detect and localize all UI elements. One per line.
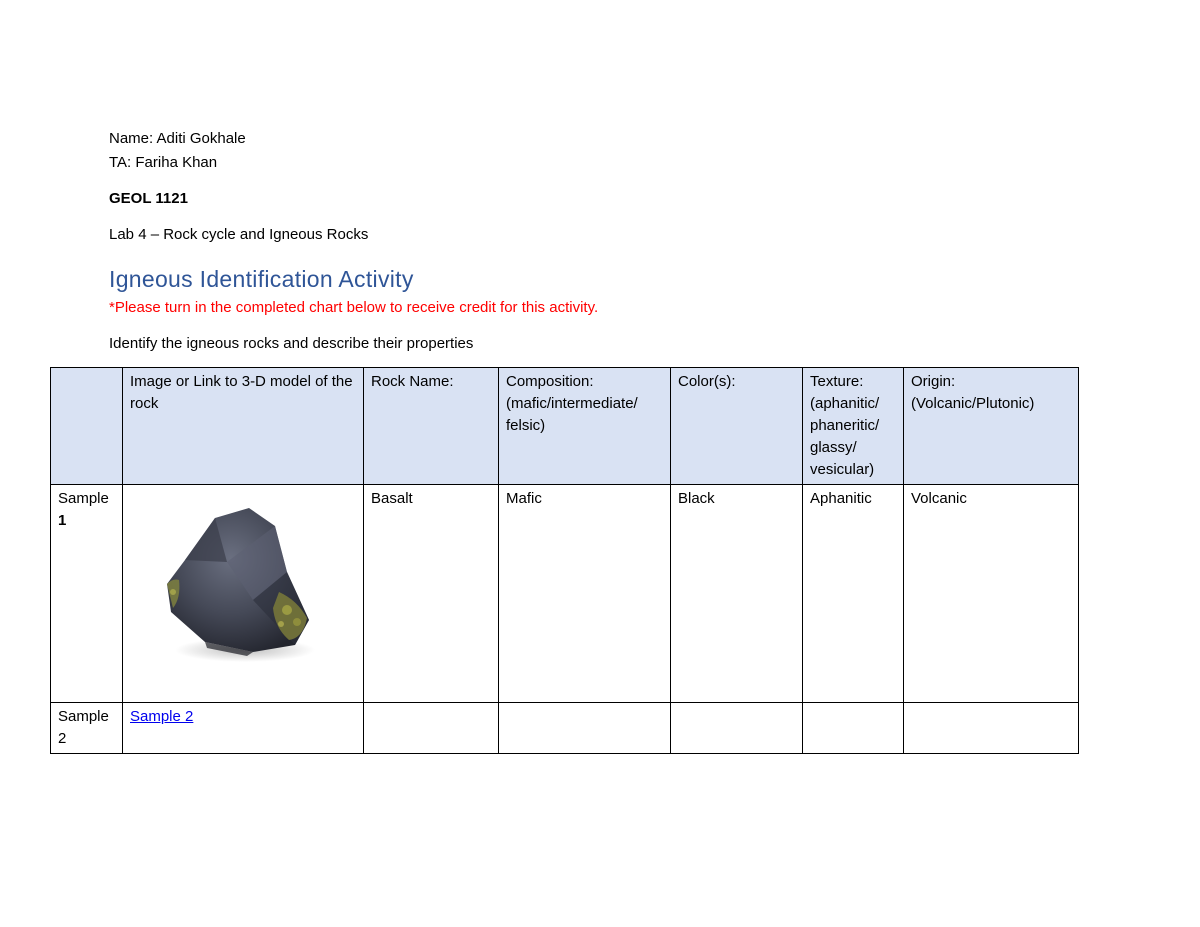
- header-cell-composition: Composition: (mafic/intermediate/ felsic): [499, 368, 671, 485]
- texture-cell: Aphanitic: [803, 485, 904, 703]
- sample-label: Sample: [58, 490, 109, 507]
- composition-cell[interactable]: [499, 703, 671, 754]
- image-cell: [123, 703, 364, 754]
- origin-cell: Volcanic: [904, 485, 1079, 703]
- sample-number: 2: [58, 730, 67, 747]
- basalt-rock-image: [157, 500, 317, 670]
- origin-cell[interactable]: [904, 703, 1079, 754]
- table-row: [51, 703, 1079, 754]
- sample-number: 1: [58, 512, 67, 529]
- header-cell-rock-name: Rock Name:: [364, 368, 499, 485]
- student-name: Name: Aditi Gokhale: [109, 130, 246, 147]
- header-cell-origin: Origin: (Volcanic/Plutonic): [904, 368, 1079, 485]
- header-cell-image: Image or Link to 3-D model of the rock: [123, 368, 364, 485]
- header-cell-blank: [51, 368, 123, 485]
- composition-cell: Mafic: [499, 485, 671, 703]
- sample-label-cell: [51, 703, 123, 754]
- sample-label: Sample: [58, 708, 109, 725]
- rock-name-cell: Basalt: [364, 485, 499, 703]
- course-code: GEOL 1121: [109, 190, 188, 207]
- rock-name-cell[interactable]: [364, 703, 499, 754]
- lab-title: Lab 4 – Rock cycle and Igneous Rocks: [109, 226, 369, 243]
- image-cell: [123, 485, 364, 703]
- color-cell: Black: [671, 485, 803, 703]
- color-cell[interactable]: [671, 703, 803, 754]
- ta-name: TA: Fariha Khan: [109, 154, 218, 171]
- table-header-row: [51, 368, 1079, 485]
- texture-cell[interactable]: [803, 703, 904, 754]
- header-cell-texture: Texture: (aphanitic/ phaneritic/ glassy/ vesicular): [803, 368, 904, 485]
- table-row: [51, 485, 1079, 703]
- activity-instruction: Identify the igneous rocks and describe their properties: [109, 335, 474, 352]
- igneous-rock-table: [50, 367, 1079, 754]
- sample-2-link[interactable]: Sample 2: [130, 708, 194, 725]
- credit-note: *Please turn in the completed chart below to receive credit for this activity.: [109, 299, 599, 316]
- sample-label-cell: [51, 485, 123, 703]
- header-cell-color: Color(s):: [671, 368, 803, 485]
- activity-title: Igneous Identification Activity: [109, 266, 414, 292]
